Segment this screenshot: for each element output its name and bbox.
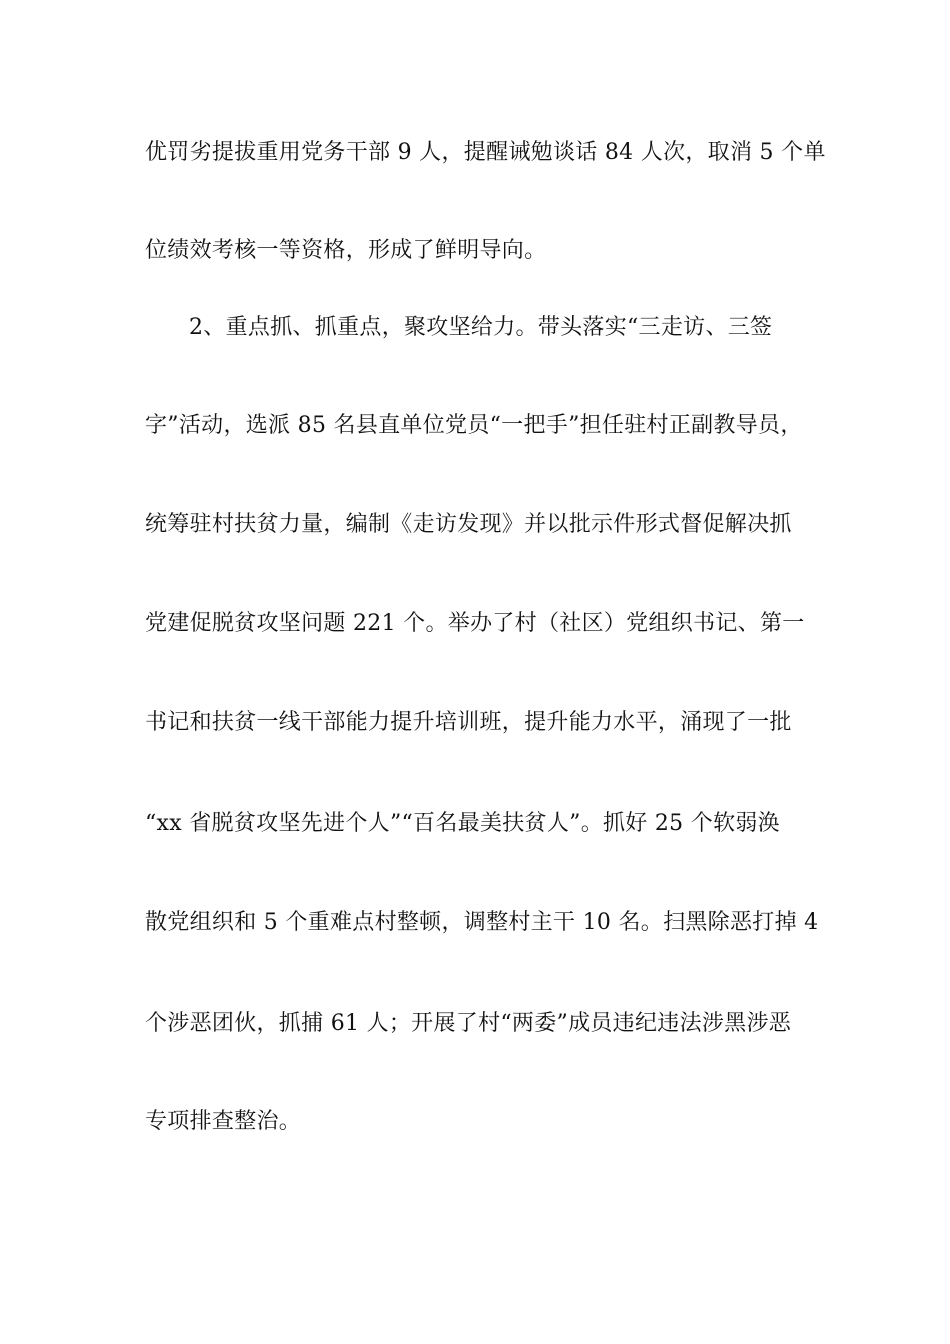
paragraph-line: 个涉恶团伙，抓捕 61 人；开展了村“两委”成员违纪违法涉黑涉恶 [145, 1011, 792, 1036]
paragraph-line: 字”活动，选派 85 名县直单位党员“一把手”担任驻村正副教导员， [145, 413, 803, 438]
paragraph-line: 书记和扶贫一线干部能力提升培训班，提升能力水平，涌现了一批 [145, 710, 792, 735]
paragraph-line: 散党组织和 5 个重难点村整顿，调整村主干 10 名。扫黑除恶打掉 4 [145, 910, 819, 935]
paragraph-line: 2、重点抓、抓重点，聚攻坚给力。带头落实“三走访、三签 [189, 315, 773, 340]
paragraph-line: 党建促脱贫攻坚问题 221 个。举办了村（社区）党组织书记、第一 [145, 611, 805, 636]
paragraph-line: 专项排查整治。 [145, 1109, 302, 1134]
paragraph-line: 统筹驻村扶贫力量，编制《走访发现》并以批示件形式督促解决抓 [145, 512, 792, 537]
paragraph-line: “xx 省脱贫攻坚先进个人”“百名最美扶贫人”。抓好 25 个软弱涣 [145, 811, 780, 836]
paragraph-line: 位绩效考核一等资格，形成了鲜明导向。 [145, 238, 547, 263]
paragraph-line: 优罚劣提拔重用党务干部 9 人，提醒诫勉谈话 84 人次，取消 5 个单 [145, 140, 826, 165]
